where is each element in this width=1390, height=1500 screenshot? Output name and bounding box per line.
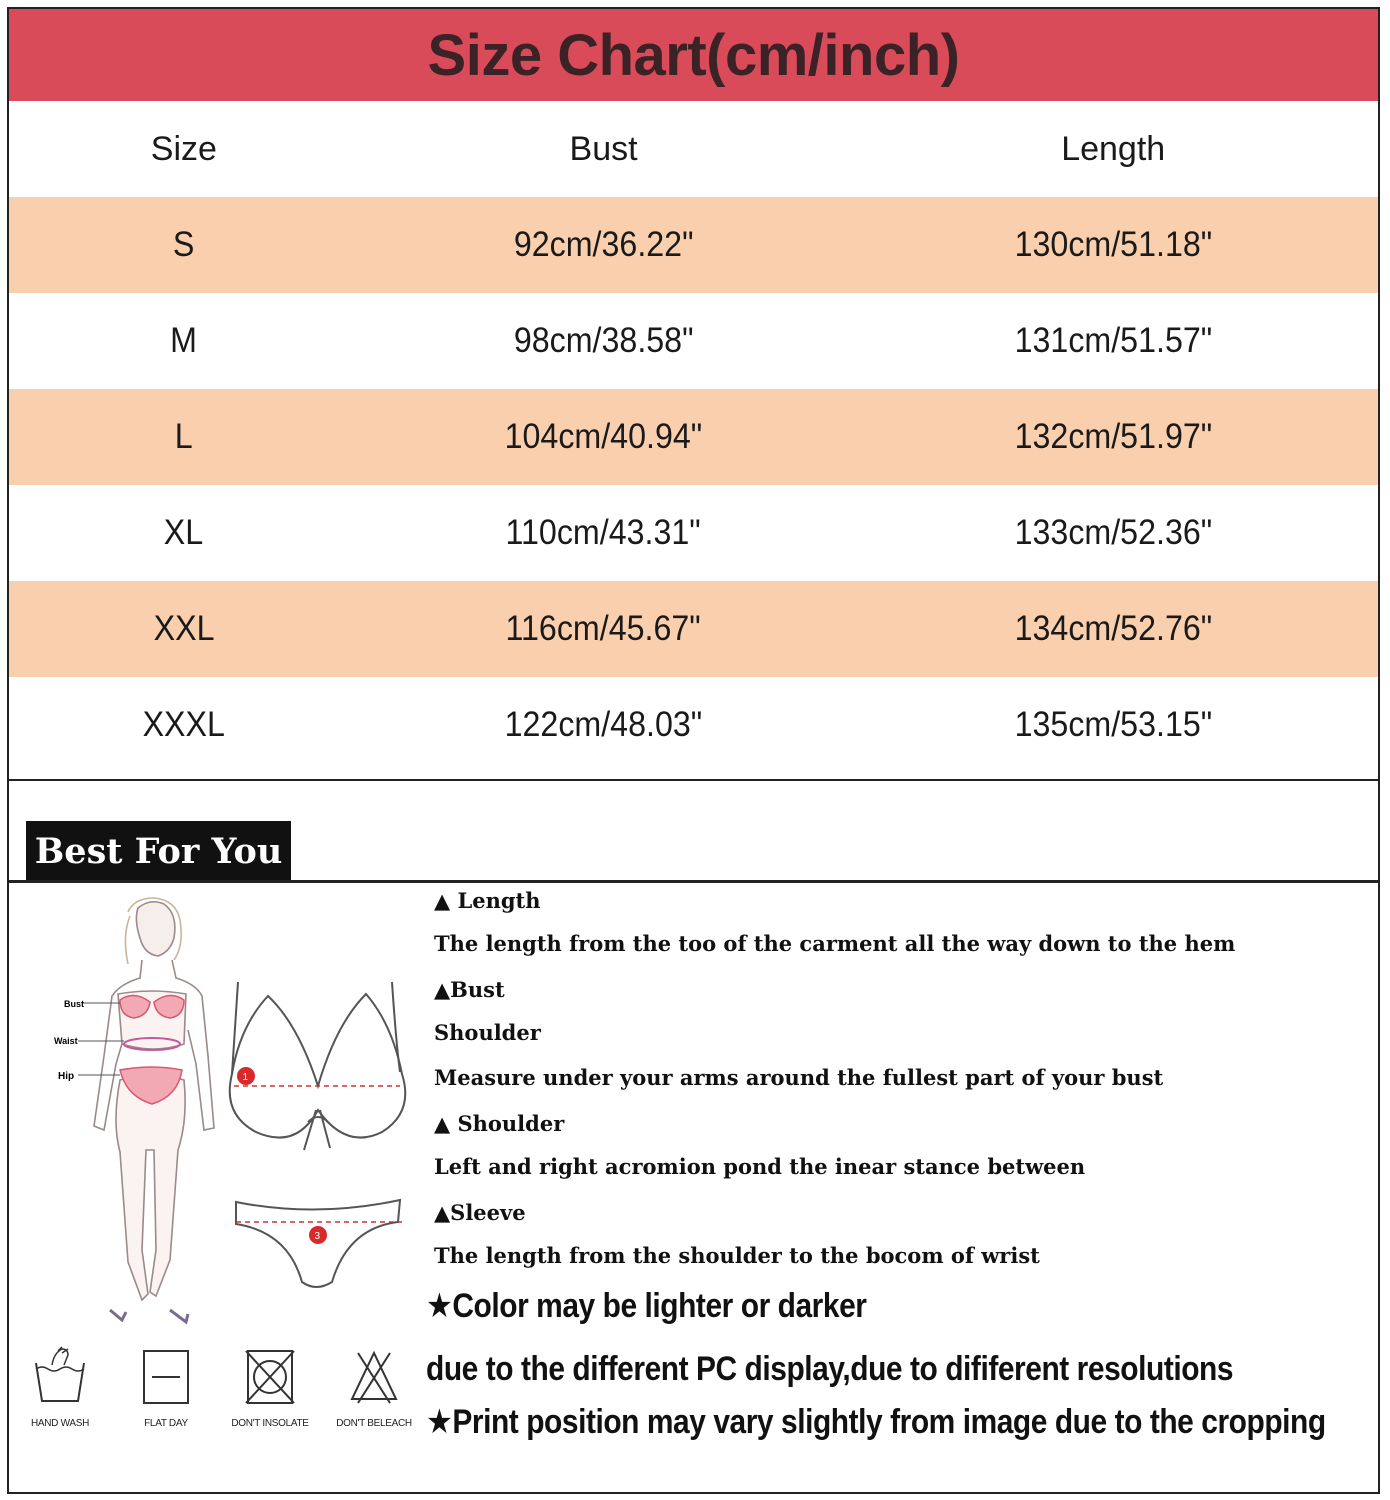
model-figure-icon [94,898,214,1322]
size-cell: XXL [153,609,215,648]
hip-label: Hip [58,1071,75,1082]
chart-title: Size Chart(cm/inch) [9,9,1378,101]
column-header-size: Size [150,129,217,168]
length-cell: 131cm/51.57" [1014,321,1213,360]
care-label: DON'T INSOLATE [231,1418,309,1429]
care-label: DON'T BELEACH [336,1418,412,1429]
table-header-row [9,101,1378,197]
length-cell: 130cm/51.18" [1014,225,1213,264]
table-row [9,677,1378,773]
table-row [9,293,1378,389]
hand-wash-icon [30,1345,90,1407]
table-row [9,485,1378,581]
size-cell: XL [164,513,204,552]
sleeve-description: The length from the shoulder to the bocom of wrist [434,1243,1040,1268]
care-label: FLAT DAY [144,1418,188,1429]
care-instructions [20,1345,420,1445]
size-cell: M [170,321,198,360]
shoulder-description: Left and right acromion pond the inear stance between [434,1154,1086,1179]
column-header-bust: Bust [569,129,638,168]
size-table [9,101,1378,773]
shoulder-word: Shoulder [434,1020,541,1045]
best-for-you-tab: Best For You [26,821,291,881]
color-note: ★Color may be lighter or darker [426,1287,867,1325]
care-item-dont-insolate [220,1345,320,1429]
bust-cell: 116cm/45.67" [505,609,702,648]
display-note: due to the different PC display,due to dififerent resolutions [426,1350,1234,1388]
length-cell: 135cm/53.15" [1014,705,1213,744]
length-description: The length from the too of the carment all the way down to the hem [434,931,1236,956]
care-label: HAND WASH [30,1418,90,1429]
length-cell: 132cm/51.97" [1014,417,1213,456]
marker-1-label: 1 [242,1072,249,1083]
bust-label: Bust [64,999,84,1009]
table-divider [9,779,1378,781]
length-heading: ▲ Length [434,888,541,913]
shoulder-heading: ▲ Shoulder [434,1111,565,1136]
section-divider [9,880,1378,883]
table-row [9,197,1378,293]
bust-cell: 92cm/36.22" [513,225,694,264]
length-cell: 134cm/52.76" [1014,609,1213,648]
measurement-illustration [20,890,420,1330]
column-header-length: Length [1061,129,1166,168]
bust-cell: 104cm/40.94" [504,417,703,456]
table-row [9,581,1378,677]
flat-dry-icon [136,1345,196,1407]
bikini-top-diagram-icon [230,982,406,1150]
bust-cell: 98cm/38.58" [513,321,694,360]
marker-3-label: 3 [314,1231,321,1242]
bust-heading: ▲Bust [434,977,505,1002]
table-row [9,389,1378,485]
care-item-hand-wash [10,1345,110,1429]
sleeve-heading: ▲Sleeve [434,1200,526,1225]
dont-insolate-icon [240,1345,300,1407]
bust-cell: 110cm/43.31" [505,513,702,552]
print-note: ★Print position may vary slightly from image due to the cropping [426,1403,1326,1441]
care-item-dont-bleach [324,1345,424,1429]
bust-description: Measure under your arms around the fullest part of your bust [434,1065,1164,1090]
measure-leader-lines [78,1003,124,1075]
size-cell: L [174,417,193,456]
care-item-flat-dry [116,1345,216,1429]
size-cell: S [173,225,195,264]
length-cell: 133cm/52.36" [1014,513,1213,552]
size-cell: XXXL [142,705,226,744]
bust-cell: 122cm/48.03" [504,705,703,744]
dont-bleach-icon [344,1345,404,1407]
waist-label: Waist [54,1036,78,1046]
